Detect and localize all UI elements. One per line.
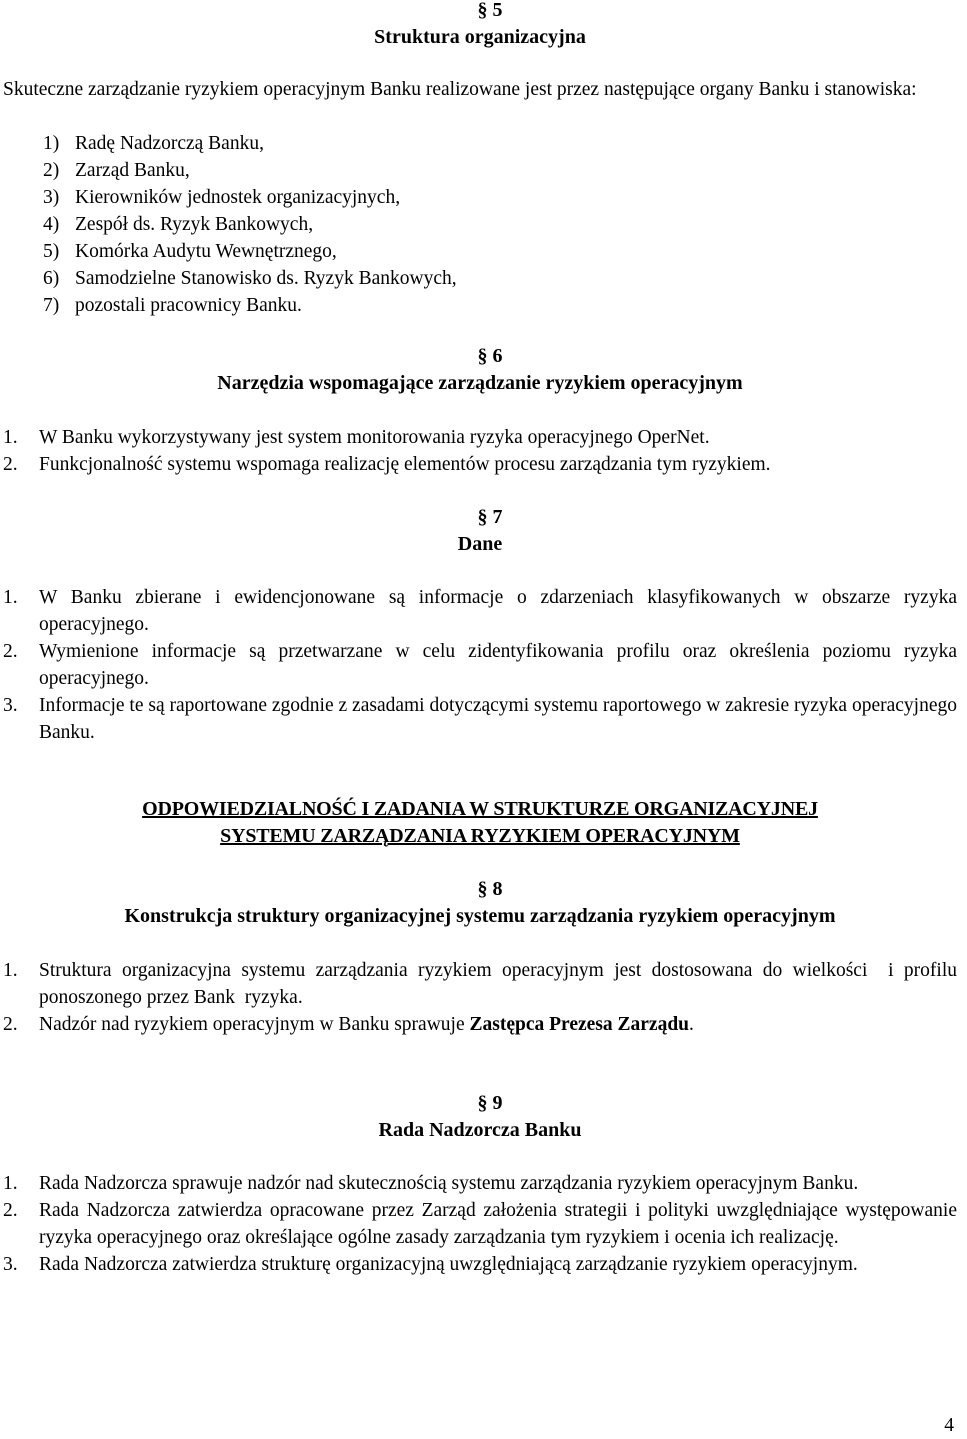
section-5-title: Struktura organizacyjna <box>374 26 586 48</box>
section-5-number: § 5 <box>477 0 503 21</box>
list-item: 2) Zarząd Banku, <box>43 160 190 181</box>
section-8-number: § 8 <box>477 878 503 900</box>
list-item: 1. W Banku wykorzystywany jest system monitorowania ryzyka operacyjnego OperNet. <box>3 427 710 448</box>
list-item: 7) pozostali pracownicy Banku. <box>43 295 302 316</box>
section-6-number: § 6 <box>477 345 503 367</box>
list-item: 5) Komórka Audytu Wewnętrznego, <box>43 241 337 262</box>
list-item: 1. W Banku zbierane i ewidencjonowane są informacje o zdarzeniach klasyfikowanych w obszarze ryzyka operacyjnego. <box>3 587 957 635</box>
chapter-heading-line-1: ODPOWIEDZIALNOŚĆ I ZADANIA W STRUKTURZE ORGANIZACYJNEJ <box>142 798 818 820</box>
list-item: 3. Informacje te są raportowane zgodnie z zasadami dotyczącymi systemu raportowego w zakresie ryzyka operacyjnego Banku. <box>3 695 957 743</box>
section-5-list <box>3 130 957 319</box>
section-7-number: § 7 <box>477 506 503 528</box>
list-item: 2. Nadzór nad ryzykiem operacyjnym w Banku sprawuje Zastępca Prezesa Zarządu. <box>3 1014 694 1035</box>
section-8-list <box>3 957 962 1038</box>
chapter-heading-line-2: SYSTEMU ZARZĄDZANIA RYZYKIEM OPERACYJNYM <box>220 825 740 847</box>
section-9-title: Rada Nadzorcza Banku <box>378 1119 582 1141</box>
section-9-list <box>3 1170 957 1278</box>
list-item: 2. Wymienione informacje są przetwarzane w celu zidentyfikowania profilu oraz określenia poziomu ryzyka operacyjnego. <box>3 641 957 689</box>
list-item: 4) Zespół ds. Ryzyk Bankowych, <box>43 214 314 235</box>
section-6-title: Narzędzia wspomagające zarządzanie ryzykiem operacyjnym <box>217 372 743 394</box>
deputy-president-name: Zastępca Prezesa Zarządu <box>469 1014 690 1035</box>
list-item: 1. Rada Nadzorcza sprawuje nadzór nad skutecznością systemu zarządzania ryzykiem operacyjnym Banku. <box>3 1173 859 1194</box>
page-number: 4 <box>944 1415 954 1436</box>
section-7-title: Dane <box>457 533 503 555</box>
section-7-list <box>3 584 957 746</box>
list-item: 1. Struktura organizacyjna systemu zarządzania ryzykiem operacyjnym jest dostosowana do wielkości i profilu ponoszonego przez Bank ryzyka. <box>3 960 962 1008</box>
list-item: 6) Samodzielne Stanowisko ds. Ryzyk Bankowych, <box>43 268 457 289</box>
list-item: 3. Rada Nadzorcza zatwierdza strukturę organizacyjną uwzględniającą zarządzanie ryzykiem operacyjnym. <box>3 1254 858 1275</box>
section-9-number: § 9 <box>477 1092 503 1114</box>
list-item: 3) Kierowników jednostek organizacyjnych, <box>43 187 401 208</box>
section-5-intro: Skuteczne zarządzanie ryzykiem operacyjnym Banku realizowane jest przez następujące organy Banku i stanowiska: <box>3 79 917 100</box>
list-item: 2. Funkcjonalność systemu wspomaga realizację elementów procesu zarządzania tym ryzykiem. <box>3 454 771 475</box>
list-item: 2. Rada Nadzorcza zatwierdza opracowane przez Zarząd założenia strategii i polityki uwzględniające występowanie ryzyka operacyjnego oraz określające ogólne zasady zarządzania tym ryzykiem i ocenia ich realizację. <box>3 1200 957 1248</box>
section-8-title: Konstrukcja struktury organizacyjnej systemu zarządzania ryzykiem operacyjnym <box>124 905 836 927</box>
list-item: 1) Radę Nadzorczą Banku, <box>43 133 264 154</box>
section-6-list <box>3 424 957 478</box>
